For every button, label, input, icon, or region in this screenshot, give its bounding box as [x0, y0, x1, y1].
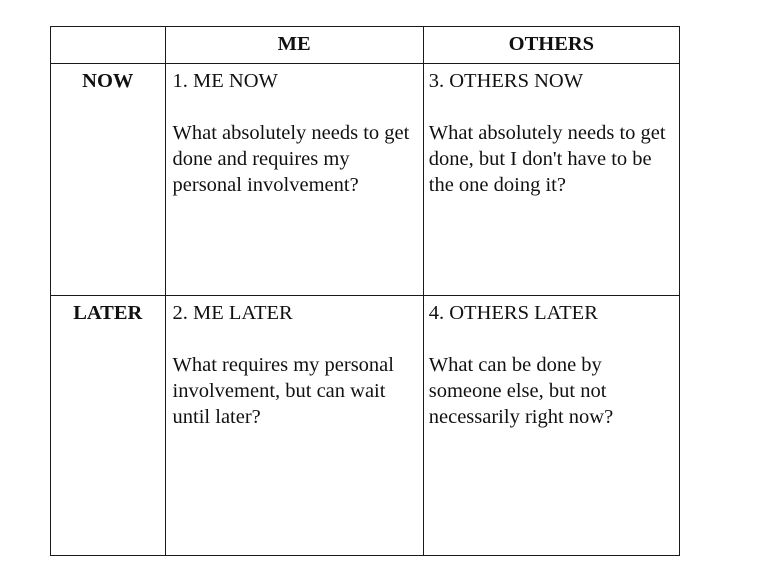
quadrant-others-now: [423, 64, 679, 295]
quadrant-title: 4. OTHERS LATER: [428, 301, 598, 324]
quadrant-question: What requires my personal involvement, but can wait until later?: [172, 353, 394, 428]
priority-matrix-table: [50, 26, 680, 556]
quadrant-title: 1. ME NOW: [172, 70, 278, 93]
row-header-now: NOW: [51, 64, 166, 295]
corner-cell: [51, 27, 166, 64]
header-row: [51, 27, 680, 64]
quadrant-title: 3. OTHERS NOW: [428, 70, 584, 93]
later-row: [51, 295, 680, 555]
column-header-me: ME: [165, 27, 423, 64]
now-row: [51, 64, 680, 295]
quadrant-title: 2. ME LATER: [172, 301, 293, 324]
quadrant-me-later: [165, 295, 423, 555]
row-header-later: LATER: [51, 295, 166, 555]
quadrant-question: What absolutely needs to get done, but I don't have to be the one doing it?: [428, 122, 666, 197]
quadrant-question: What can be done by someone else, but not necessarily right now?: [428, 353, 614, 428]
quadrant-question: What absolutely needs to get done and requires my personal involvement?: [172, 122, 410, 197]
quadrant-me-now: [165, 64, 423, 295]
quadrant-others-later: [423, 295, 679, 555]
column-header-others: OTHERS: [423, 27, 679, 64]
